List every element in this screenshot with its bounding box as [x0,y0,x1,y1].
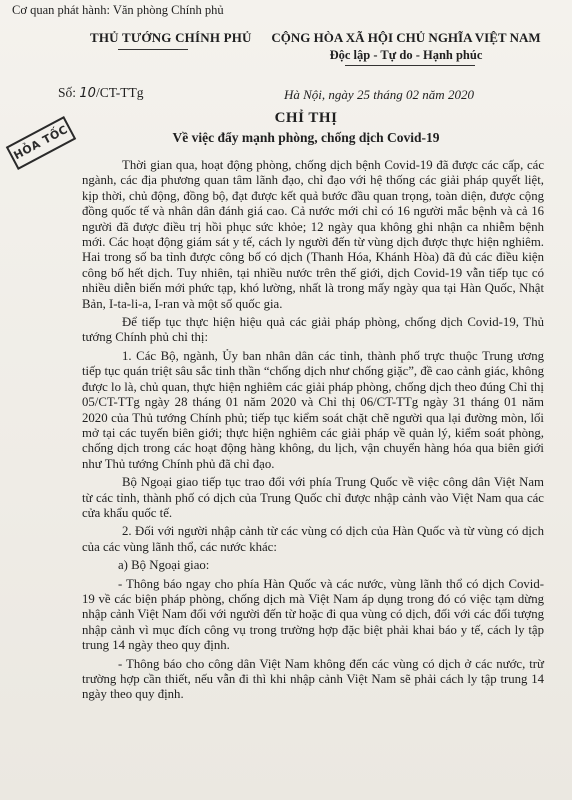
paragraph-bullet-1: - Thông báo ngay cho phía Hàn Quốc và các nước, vùng lãnh thổ có dịch Covid-19 về các biện pháp phòng, chống dịch mà Việt Nam áp dụng trong đó có việc tạm dừng nhập cảnh Việt Nam đối với người đến từ hoặc đi qua vùng có dịch, đối với các đối tượng nhập cảnh vì mục đích công vụ trong trường hợp đặc biệt phải khai báo y tế, cách ly tập trung 14 ngày theo quy định. [82,576,544,653]
motto-underline [345,65,475,66]
paragraph-item-2: 2. Đối với người nhập cảnh từ các vùng có dịch của Hàn Quốc và từ vùng có dịch của các vùng lãnh thổ, các nước khác: [82,524,544,554]
paragraph-directive-lead: Để tiếp tục thực hiện hiệu quả các giải pháp phòng, chống dịch Covid-19, Thủ tướng Chính phủ chỉ thị: [82,315,544,345]
urgent-stamp: HỎA TỐC [6,116,76,170]
national-title: CỘNG HÒA XÃ HỘI CHỦ NGHĨA VIỆT NAM [271,30,541,45]
issuer-line [12,3,224,18]
issuer-value: Văn phòng Chính phủ [112,3,224,17]
national-motto: Độc lập - Tự do - Hạnh phúc [329,48,483,62]
paragraph-intro: Thời gian qua, hoạt động phòng, chống dịch bệnh Covid-19 đã được các cấp, các ngành, các địa phương quan tâm lãnh đạo, chỉ đạo với hệ thống các giải pháp quyết liệt, kịp thời, chủ động, đồng bộ, đạt được kết quả bước đầu quan trọng, toàn diện, được cộng đồng quốc tế và nhân dân đánh giá cao. Cả nước mới chỉ có 16 người mắc bệnh và cả 16 người đã được điều trị hồi phục sức khỏe; 12 ngày qua không ghi nhận ca nhiễm bệnh mới. Các hoạt động giám sát y tế, cách ly người đến từ vùng dịch được thực hiện nghiêm. Hai trong số ba tỉnh được công bố có dịch (Thanh Hóa, Khánh Hòa) đã đủ các điều kiện công bố hết dịch. Tuy nhiên, tại nhiều nước trên thế giới, dịch Covid-19 vẫn tiếp tục có nhiều diễn biến mới phức tạp, khó lường, nhất là trong mấy ngày qua tại Hàn Quốc, Nhật Bản, I-ta-li-a, I-ran và một số quốc gia. [82,158,544,311]
doc-number-suffix: /CT-TTg [95,85,144,100]
paragraph-foreign-affairs: Bộ Ngoại giao tiếp tục trao đổi với phía Trung Quốc về việc công dân Việt Nam từ các tỉnh, thành phố có dịch của Trung Quốc chỉ được nhập cảnh vào Việt Nam qua các cửa khẩu quốc tế. [82,475,544,520]
document-subtitle: Về việc đẩy mạnh phòng, chống dịch Covid-19 [172,130,440,145]
issuer-label: Cơ quan phát hành: [12,3,110,17]
paragraph-item-1: 1. Các Bộ, ngành, Ủy ban nhân dân các tỉnh, thành phố trực thuộc Trung ương tiếp tục quán triệt sâu sắc tinh thần “chống dịch như chống giặc”, đề cao cảnh giác, không được lo là, chủ quan, thực hiện nghiêm các giải pháp phòng, chống dịch theo đúng Chỉ thị 05/CT-TTg ngày 28 tháng 01 năm 2020 và Chỉ thị 06/CT-TTg ngày 31 tháng 01 năm 2020 của Thủ tướng Chính phủ; tiếp tục kiểm soát chặt chẽ người qua lại đường mòn, lối mở tại các tuyến biên giới; thực hiện nghiêm các giải pháp về quản lý, kiểm soát phòng, chống dịch trong các hoạt động hàng không, du lịch, vận chuyển hàng hóa qua biên giới như Thủ tướng Chính phủ đã chỉ đạo. [82,348,544,471]
issuing-authority: THỦ TƯỚNG CHÍNH PHỦ [90,30,252,45]
authority-underline [118,49,188,50]
document-body [82,158,544,706]
paragraph-item-2a: a) Bộ Ngoại giao: [118,558,210,573]
place-and-date: Hà Nội, ngày 25 tháng 02 năm 2020 [284,87,474,102]
document-title: CHỈ THỊ [274,110,338,126]
document-number [58,85,143,101]
doc-number-prefix: Số: [58,85,77,100]
doc-number-value: 10 [79,86,96,101]
paragraph-bullet-2: - Thông báo cho công dân Việt Nam không đến các vùng có dịch ở các nước, trừ trường hợp cần thiết, nếu vẫn đi thì khi nhập cảnh Việt Nam sẽ phải cách ly tập trung 14 ngày theo quy định. [82,656,544,702]
